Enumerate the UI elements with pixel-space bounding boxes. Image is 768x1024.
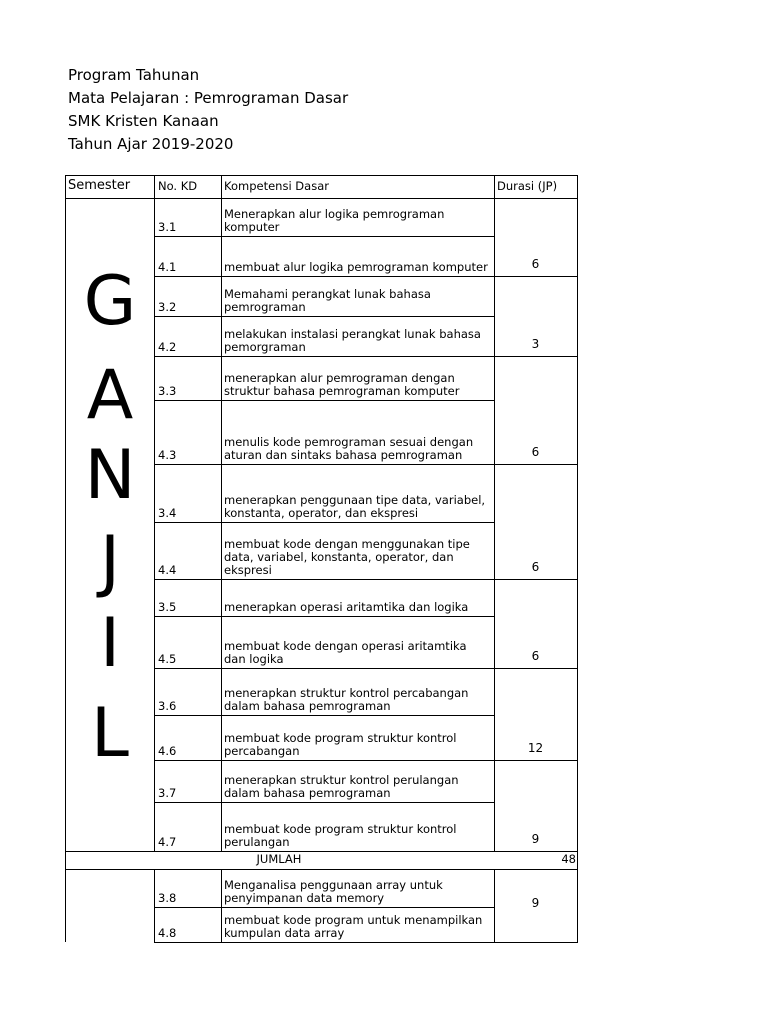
table-border: [494, 760, 578, 761]
kompetensi-text: membuat kode dengan menggunakan tipe data, variabel, konstanta, operator, dan ekspresi: [224, 537, 470, 577]
semester-letter: L: [91, 694, 129, 773]
table-border: [154, 175, 155, 851]
kd-number: 4.4: [158, 563, 177, 577]
kompetensi-text: menerapkan operasi aritamtika dan logika: [224, 600, 469, 614]
table-border: [154, 907, 495, 908]
table-border: [154, 356, 495, 357]
table-border: [154, 316, 495, 317]
table-border: [154, 715, 495, 716]
table-border: [494, 668, 578, 669]
table-border: [154, 522, 495, 523]
kd-number: 3.8: [158, 891, 177, 905]
subject-line: Mata Pelajaran : Pemrograman Dasar: [68, 89, 349, 107]
kd-number: 3.7: [158, 786, 177, 800]
kompetensi-text: Menganalisa penggunaan array untuk penyimpanan data memory: [224, 878, 443, 905]
kd-number: 4.3: [158, 448, 177, 462]
table-border: [154, 276, 495, 277]
table-border: [494, 464, 578, 465]
kd-number: 4.5: [158, 652, 177, 666]
column-header-kd: No. KD: [158, 180, 198, 193]
duration-value: 12: [527, 742, 544, 755]
table-border: [154, 802, 495, 803]
table-border: [154, 579, 495, 580]
semester-letter: I: [99, 604, 121, 683]
academic-year: Tahun Ajar 2019-2020: [68, 135, 234, 153]
kompetensi-text: menerapkan struktur kontrol percabangan dalam bahasa pemrograman: [224, 686, 469, 713]
duration-value: 6: [531, 561, 540, 574]
kompetensi-text: membuat kode program struktur kontrol percabangan: [224, 731, 457, 758]
duration-value: 3: [531, 338, 540, 351]
jumlah-label: JUMLAH: [256, 853, 302, 866]
kd-number: 3.1: [158, 220, 177, 234]
table-border: [154, 760, 495, 761]
duration-value: 6: [531, 650, 540, 663]
kompetensi-text: membuat kode program untuk menampilkan kumpulan data array: [224, 913, 483, 940]
table-border: [154, 616, 495, 617]
kompetensi-text: Memahami perangkat lunak bahasa pemrograman: [224, 287, 431, 314]
semester-letter: A: [86, 356, 134, 435]
kompetensi-text: menulis kode pemrograman sesuai dengan aturan dan sintaks bahasa pemrograman: [224, 435, 474, 462]
kd-number: 4.8: [158, 926, 177, 940]
table-border: [494, 579, 578, 580]
kd-number: 3.5: [158, 600, 177, 614]
kd-number: 3.3: [158, 384, 177, 398]
table-border: [65, 198, 578, 199]
duration-value: 6: [531, 446, 540, 459]
kd-number: 4.6: [158, 744, 177, 758]
kd-number: 3.6: [158, 699, 177, 713]
jumlah-value: 48: [561, 853, 576, 866]
table-border: [154, 236, 495, 237]
table-border: [221, 869, 222, 942]
column-header-kompetensi: Kompetensi Dasar: [224, 180, 329, 193]
duration-value: 9: [531, 897, 540, 910]
kompetensi-text: Menerapkan alur logika pemrograman komputer: [224, 207, 445, 234]
table-border: [65, 869, 578, 870]
kompetensi-text: menerapkan struktur kontrol perulangan dalam bahasa pemrograman: [224, 773, 459, 800]
table-border: [494, 356, 578, 357]
duration-value: 9: [531, 833, 540, 846]
kd-number: 3.4: [158, 506, 177, 520]
kd-number: 3.2: [158, 300, 177, 314]
semester-letter: G: [83, 262, 137, 341]
table-border: [494, 276, 578, 277]
kompetensi-text: menerapkan penggunaan tipe data, variabel, konstanta, operator, dan ekspresi: [224, 493, 486, 520]
program-title: Program Tahunan: [68, 66, 200, 84]
kd-number: 4.1: [158, 260, 177, 274]
kompetensi-text: membuat kode program struktur kontrol perulangan: [224, 822, 457, 849]
school-name: SMK Kristen Kanaan: [68, 112, 219, 130]
duration-value: 6: [531, 258, 540, 271]
column-header-semester: Semester: [68, 178, 131, 193]
table-border: [154, 869, 155, 942]
table-border: [154, 464, 495, 465]
table-border: [494, 175, 495, 851]
kompetensi-text: menerapkan alur pemrograman dengan struktur bahasa pemrograman komputer: [224, 371, 460, 398]
table-border: [154, 668, 495, 669]
kd-number: 4.7: [158, 835, 177, 849]
semester-letter: N: [84, 436, 136, 515]
kd-number: 4.2: [158, 340, 177, 354]
column-header-durasi: Durasi (JP): [497, 180, 558, 193]
table-border: [494, 869, 495, 942]
table-border: [154, 942, 578, 943]
table-border: [65, 851, 578, 852]
kompetensi-text: membuat alur logika pemrograman komputer: [224, 260, 488, 274]
table-border: [221, 175, 222, 851]
table-border: [65, 175, 66, 942]
table-border: [577, 175, 578, 942]
table-border: [154, 400, 495, 401]
kompetensi-text: melakukan instalasi perangkat lunak bahasa pemorgraman: [224, 327, 481, 354]
table-border: [577, 851, 578, 870]
semester-letter: J: [99, 522, 121, 601]
kompetensi-text: membuat kode dengan operasi aritamtika dan logika: [224, 639, 467, 666]
